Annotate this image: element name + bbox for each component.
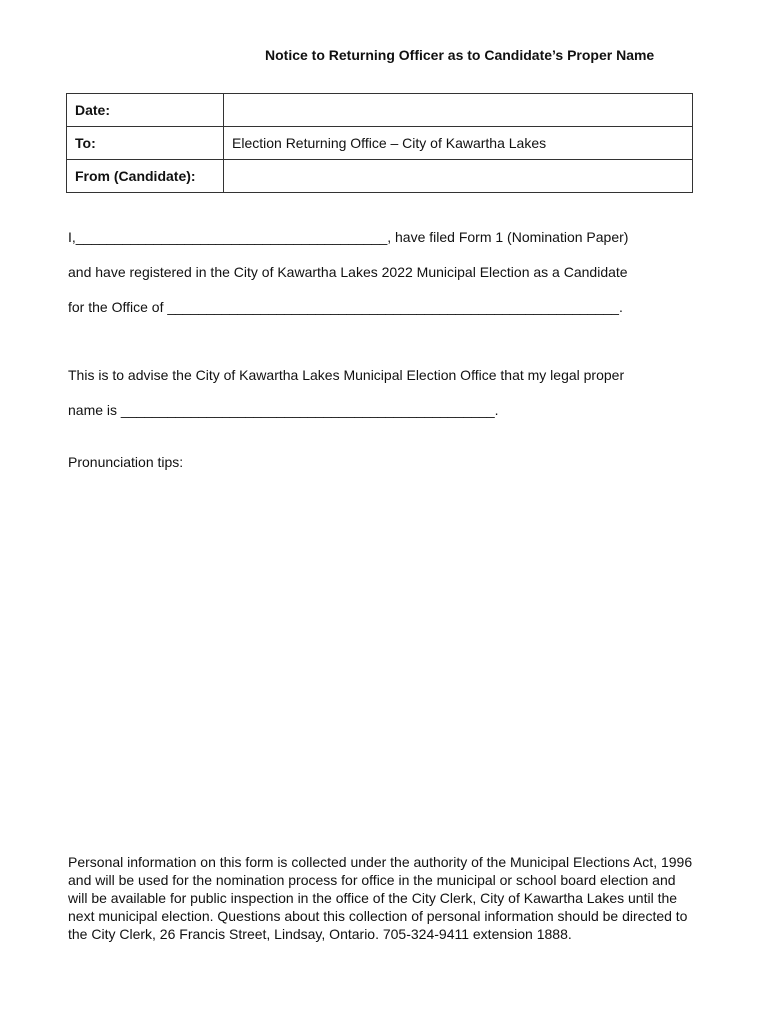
table-row-from	[67, 160, 693, 193]
pronunciation-tips-label: Pronunciation tips:	[68, 454, 184, 470]
declaration-line-2: and have registered in the City of Kawartha Lakes 2022 Municipal Election as a Candidate	[68, 264, 628, 280]
from-candidate-field[interactable]	[224, 160, 693, 193]
table-row-date	[67, 94, 693, 127]
header-info-table	[66, 93, 693, 193]
legal-name-line-1: This is to advise the City of Kawartha Lakes Municipal Election Office that my legal proper	[68, 367, 625, 383]
declaration-line-3: for the Office of __________________________________________________________.	[68, 299, 623, 315]
legal-name-line-2: name is ________________________________________________.	[68, 402, 499, 418]
to-label: To:	[67, 127, 224, 160]
privacy-notice: Personal information on this form is collected under the authority of the Municipal Elections Act, 1996 and will be used for the nomination process for office in the municipal or school board election and will be available for public inspection in the office of the City Clerk, City of Kawartha Lakes until the next municipal election. Questions about this collection of personal information should be directed to the City Clerk, 26 Francis Street, Lindsay, Ontario. 705-324-9411 extension 1888.	[68, 854, 693, 942]
page-title: Notice to Returning Officer as to Candidate’s Proper Name	[265, 47, 655, 63]
to-value: Election Returning Office – City of Kawartha Lakes	[224, 127, 693, 160]
date-label: Date:	[67, 94, 224, 127]
date-field[interactable]	[224, 94, 693, 127]
table-row-to	[67, 127, 693, 160]
declaration-line-1: I,________________________________________, have filed Form 1 (Nomination Paper)	[68, 229, 629, 245]
from-candidate-label: From (Candidate):	[67, 160, 224, 193]
